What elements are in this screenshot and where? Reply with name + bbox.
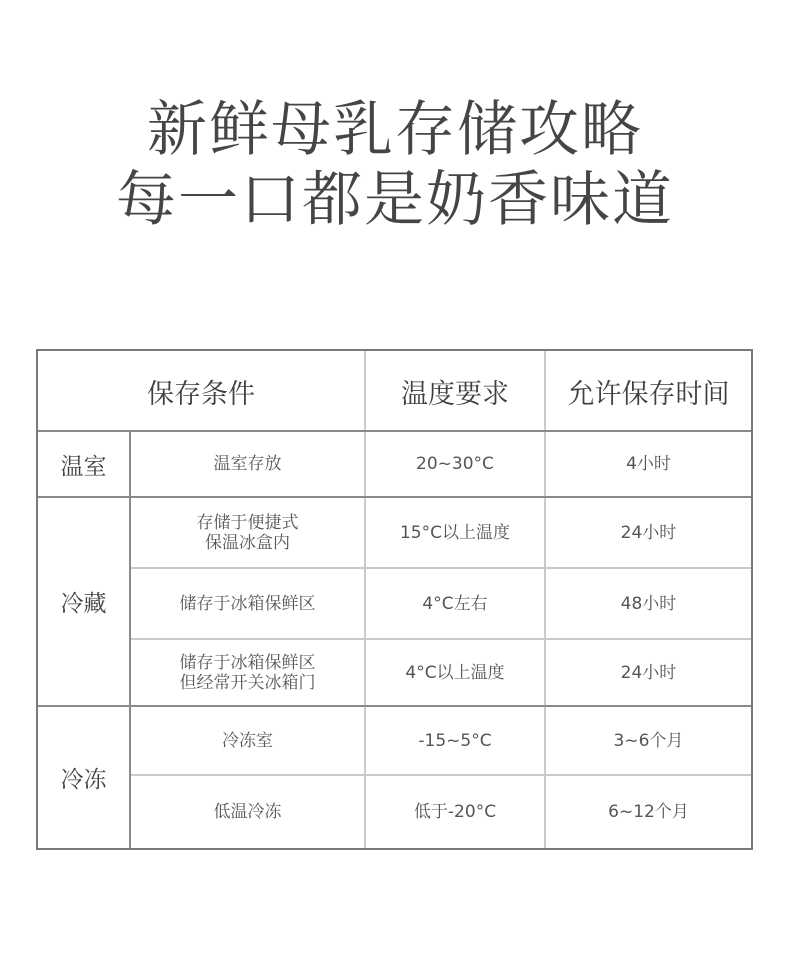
table-cell-condition: 温室存放 <box>213 454 282 474</box>
title-line-1: 新鲜母乳存储攻略 <box>147 95 643 165</box>
header-condition: 保存条件 <box>147 378 255 410</box>
header-temperature: 温度要求 <box>401 378 509 410</box>
title-line-2: 每一口都是奶香味道 <box>116 165 674 235</box>
table-cell-condition: 冷冻室 <box>222 730 273 751</box>
header-duration: 允许保存时间 <box>567 378 730 410</box>
storage-table <box>36 349 753 850</box>
table-cell-condition: 存储于便捷式 保温冰盒内 <box>196 512 299 553</box>
table-cell-duration: 6~12个月 <box>608 802 689 822</box>
table-cell-temperature: 20~30°C <box>416 454 494 474</box>
table-cell-temperature: 15°C以上温度 <box>399 522 510 543</box>
group-room: 温室 <box>60 453 107 480</box>
table-cell-condition: 低温冷冻 <box>213 802 282 822</box>
table-cell-temperature: 低于-20°C <box>413 802 497 822</box>
table-cell-duration: 4小时 <box>626 454 671 474</box>
table-cell-duration: 24小时 <box>620 522 677 543</box>
table-cell-temperature: 4°C以上温度 <box>405 662 505 683</box>
table-cell-condition: 储存于冰箱保鲜区 <box>179 593 316 614</box>
table-cell-temperature: 4°C左右 <box>422 593 488 614</box>
group-fridge: 冷藏 <box>60 591 107 617</box>
table-cell-duration: 24小时 <box>620 662 677 683</box>
table-cell-temperature: -15~5°C <box>418 730 492 751</box>
table-cell-condition: 储存于冰箱保鲜区 但经常开关冰箱门 <box>179 652 316 693</box>
group-freeze: 冷冻 <box>60 767 107 793</box>
table-cell-duration: 3~6个月 <box>613 730 684 751</box>
table-cell-duration: 48小时 <box>620 593 677 614</box>
